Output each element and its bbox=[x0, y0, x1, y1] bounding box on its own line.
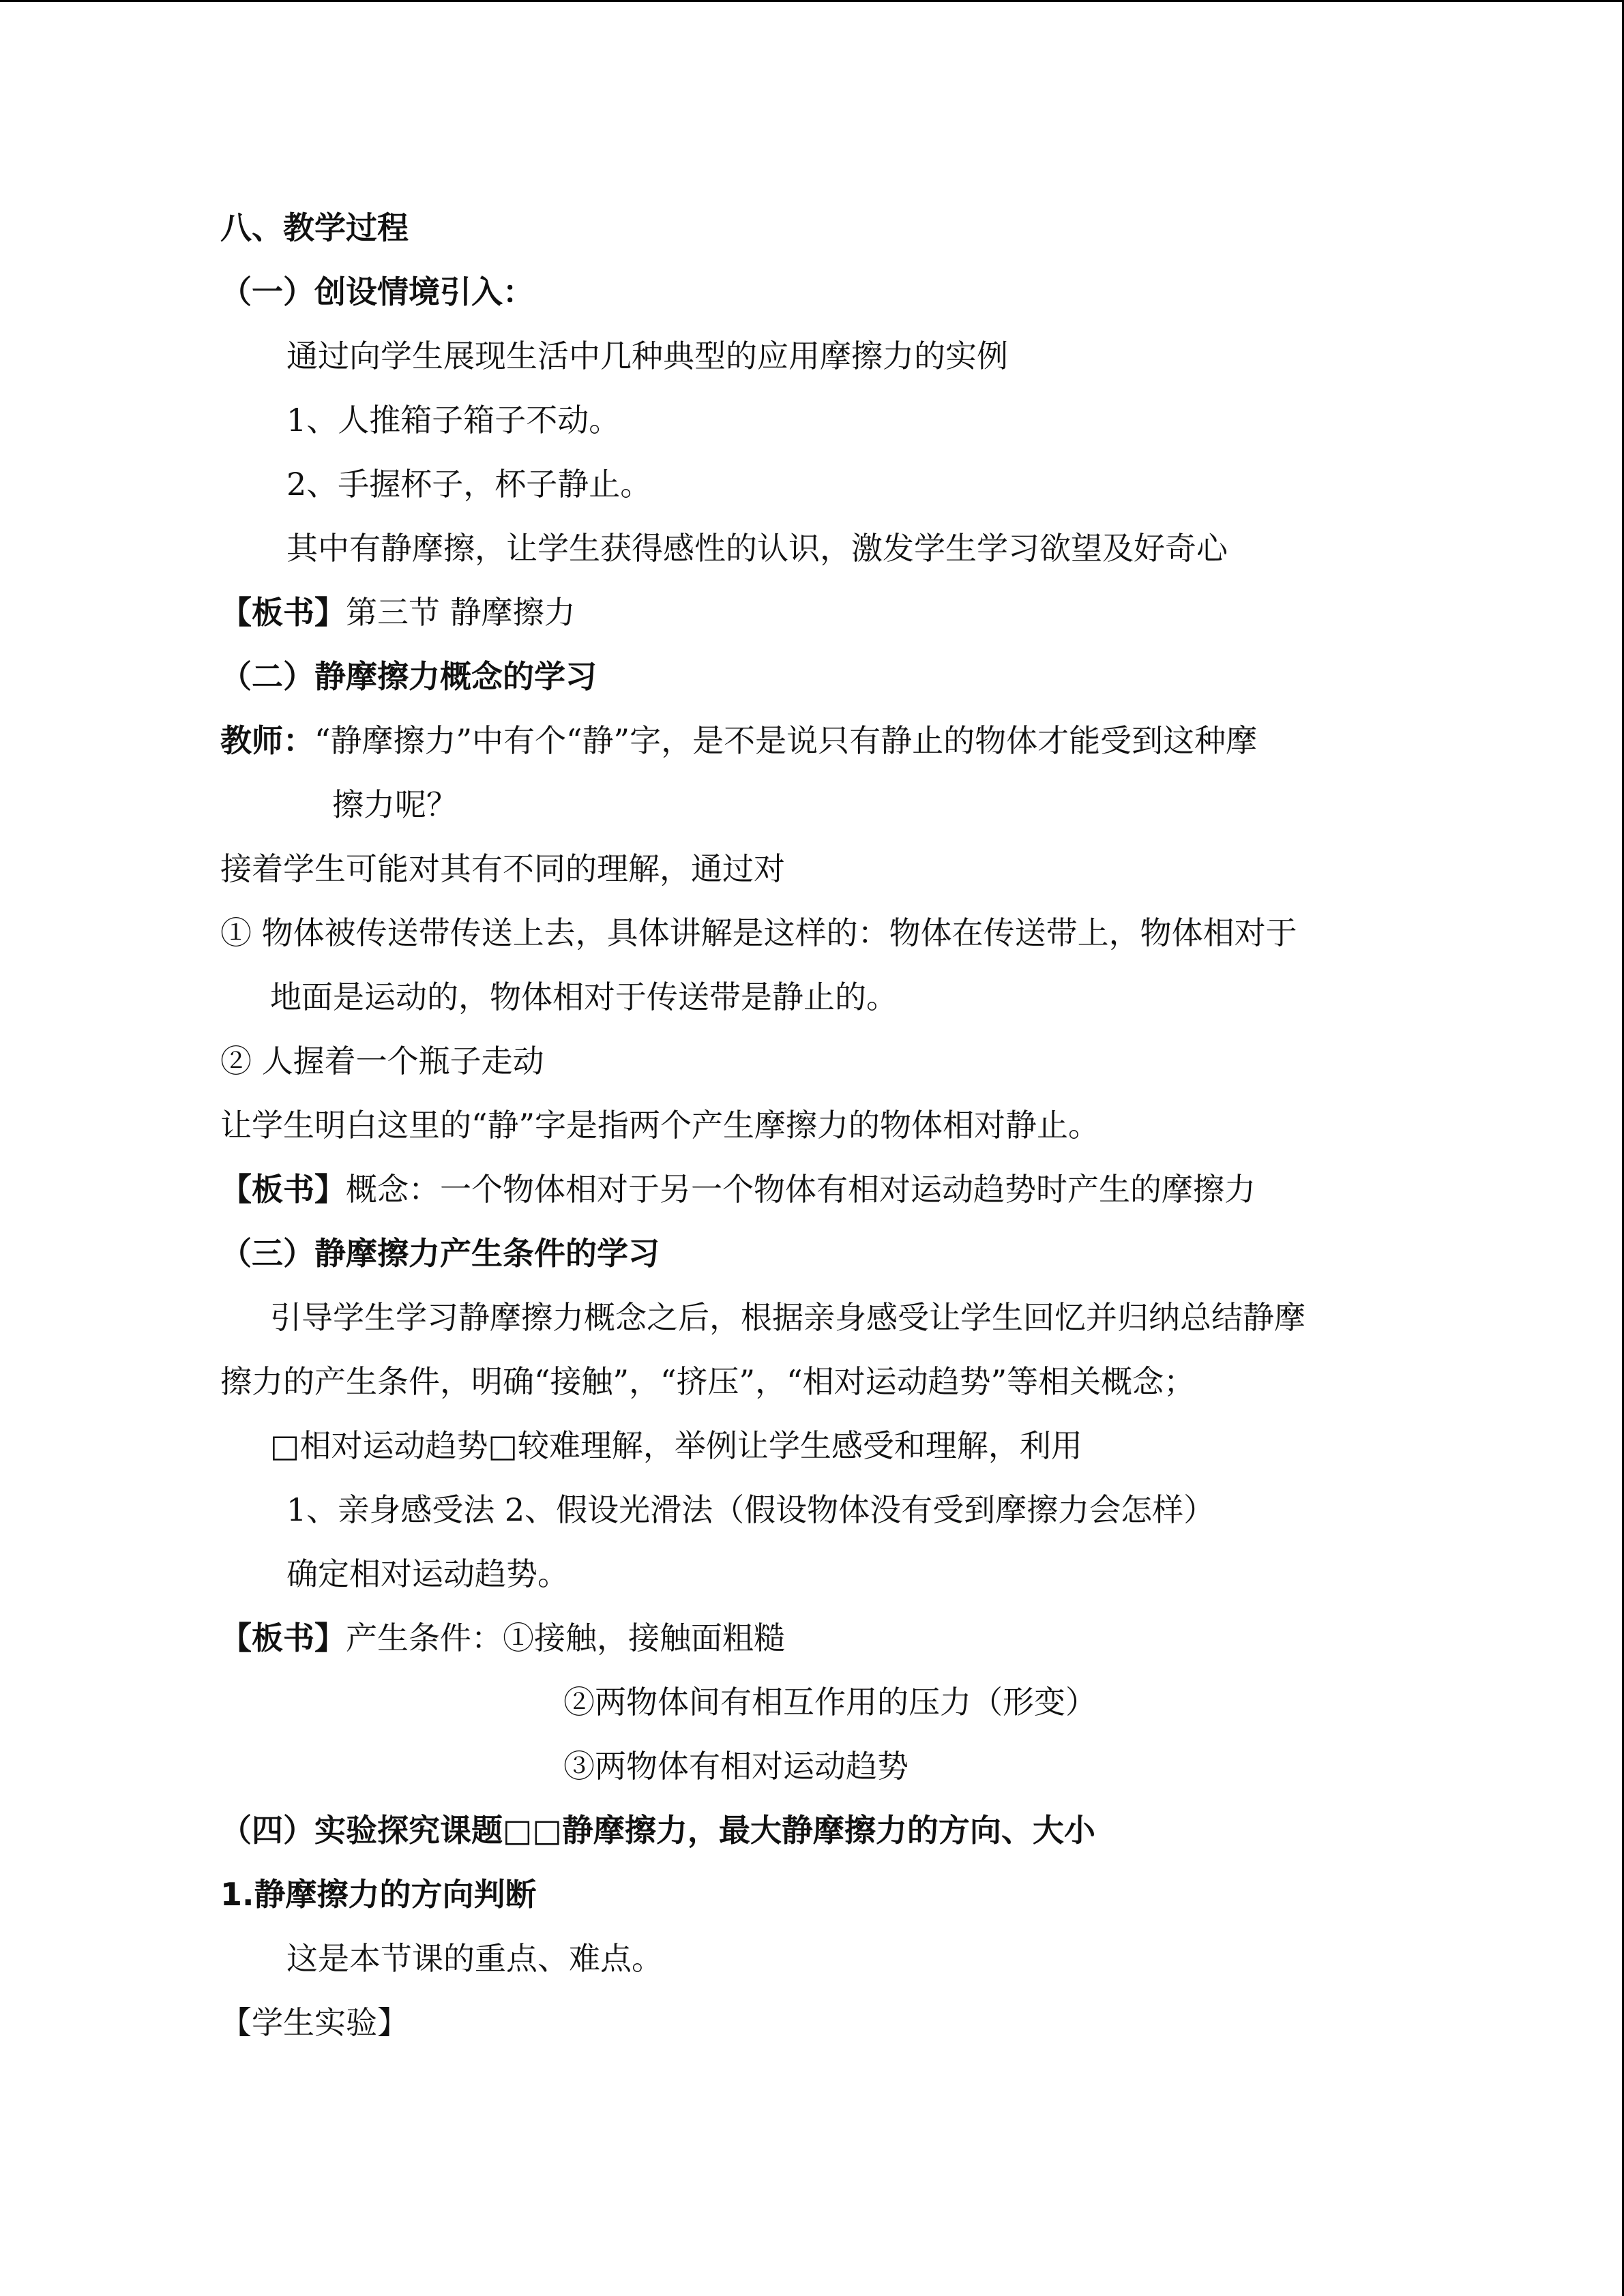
part4-note: 这是本节课的重点、难点。 bbox=[286, 1940, 663, 1977]
part2-item-1: ① 物体被传送带传送上去，具体讲解是这样的：物体在传送带上，物体相对于 bbox=[220, 914, 1297, 951]
part2-conclusion: 让学生明白这里的“静”字是指两个产生摩擦力的物体相对静止。 bbox=[220, 1107, 1100, 1144]
part3-determine: 确定相对运动趋势。 bbox=[286, 1555, 569, 1592]
teacher-question-line2: 擦力呢？ bbox=[332, 786, 458, 823]
part1-example-1: 1、人推箱子箱子不动。 bbox=[286, 402, 621, 438]
part2-heading: （二）静摩擦力概念的学习 bbox=[220, 658, 597, 695]
teacher-question-line1: “静摩擦力”中有个“静”字，是不是说只有静止的物体才能受到这种摩 bbox=[314, 722, 1258, 759]
part3-paragraph-3: □相对运动趋势□较难理解，举例让学生感受和理解，利用 bbox=[270, 1427, 1082, 1464]
part2-item-1-cont: 地面是运动的，物体相对于传送带是静止的。 bbox=[270, 979, 898, 1015]
part2-board-note bbox=[220, 1167, 1256, 1211]
board-tag: 【板书】 bbox=[220, 594, 346, 631]
teacher-label: 教师： bbox=[220, 722, 314, 759]
part3-condition-3: ③两物体有相对运动趋势 bbox=[563, 1748, 909, 1785]
part4-heading: （四）实验探究课题□□静摩擦力，最大静摩擦力的方向、大小 bbox=[220, 1812, 1095, 1849]
board-tag: 【板书】 bbox=[220, 1171, 346, 1208]
board-text: 概念：一个物体相对于另一个物体有相对运动趋势时产生的摩擦力 bbox=[346, 1171, 1256, 1208]
part2-item-2: ② 人握着一个瓶子走动 bbox=[220, 1043, 544, 1079]
student-experiment-label: 【学生实验】 bbox=[220, 2004, 409, 2041]
part3-methods: 1、亲身感受法 2、假设光滑法（假设物体没有受到摩擦力会怎样） bbox=[286, 1491, 1215, 1528]
teacher-question bbox=[220, 719, 1257, 762]
board-tag: 【板书】 bbox=[220, 1620, 346, 1656]
part3-board-note bbox=[220, 1616, 785, 1660]
part3-heading: （三）静摩擦力产生条件的学习 bbox=[220, 1235, 660, 1272]
part3-condition-2: ②两物体间有相互作用的压力（形变） bbox=[563, 1684, 1097, 1720]
part1-board-note bbox=[220, 591, 576, 634]
part1-summary: 其中有静摩擦，让学生获得感性的认识，激发学生学习欲望及好奇心 bbox=[286, 530, 1228, 567]
part3-paragraph-1: 引导学生学习静摩擦力概念之后，根据亲身感受让学生回忆并归纳总结静摩 bbox=[270, 1299, 1305, 1336]
part1-intro: 通过向学生展现生活中几种典型的应用摩擦力的实例 bbox=[286, 338, 1008, 374]
board-text: 第三节 静摩擦力 bbox=[346, 594, 576, 631]
board-text: 产生条件：①接触，接触面粗糙 bbox=[346, 1620, 785, 1656]
part2-next: 接着学生可能对其有不同的理解，通过对 bbox=[220, 850, 785, 887]
section-title: 八、教学过程 bbox=[220, 209, 409, 246]
part4-subheading: 1.静摩擦力的方向判断 bbox=[220, 1876, 537, 1913]
part3-paragraph-2: 擦力的产生条件，明确“接触”，“挤压”，“相对运动趋势”等相关概念； bbox=[220, 1363, 1196, 1400]
part1-example-2: 2、手握杯子，杯子静止。 bbox=[286, 466, 652, 503]
part1-heading: （一）创设情境引入： bbox=[220, 273, 534, 310]
